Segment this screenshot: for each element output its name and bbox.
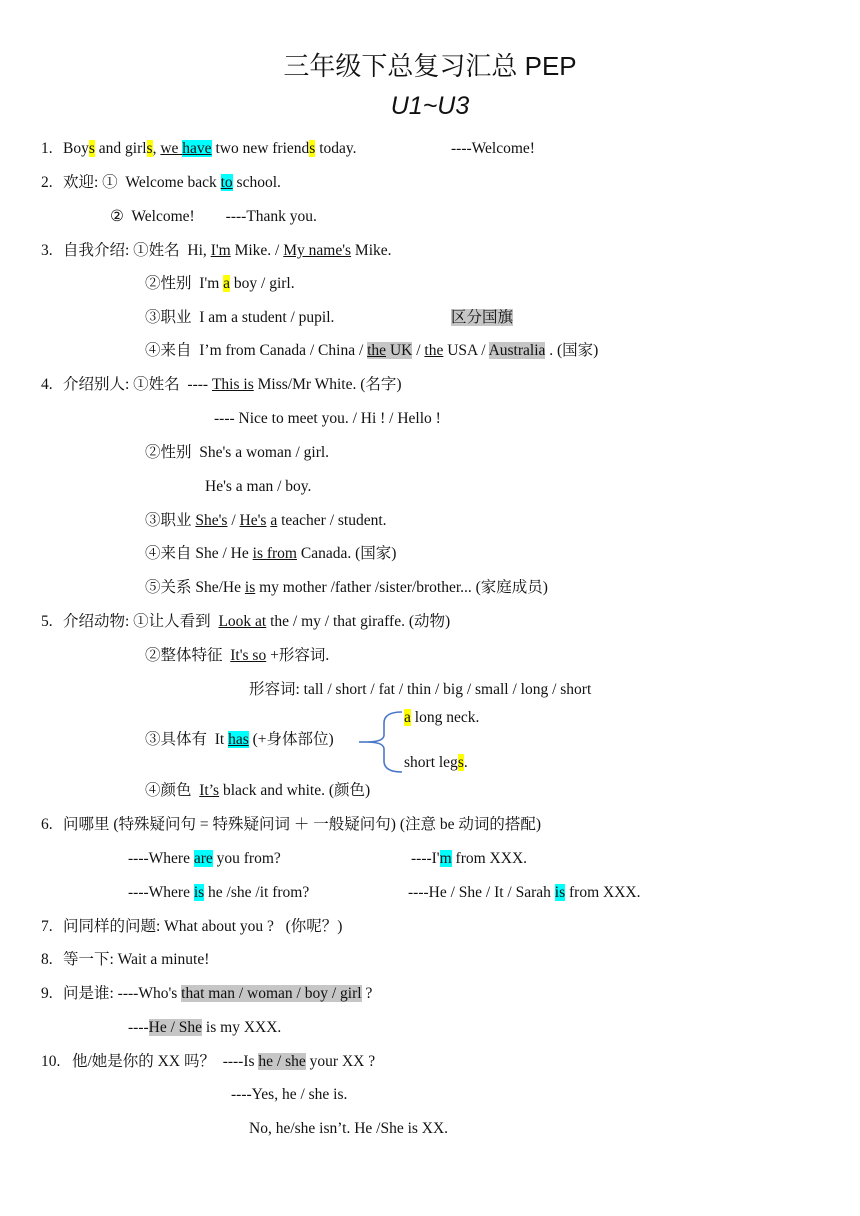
item-1-response: ----Welcome! xyxy=(451,140,535,157)
item-5-neck: a long neck. xyxy=(404,709,480,726)
item-5-color: ④颜色 It’s black and white. (颜色) xyxy=(145,782,371,799)
highlight-gray: 区分国旗 xyxy=(451,309,514,326)
highlight-yellow: s xyxy=(309,140,316,157)
item-5-has: ③具体有 It has (+身体部位) xyxy=(145,731,334,748)
item-1-number: 1. xyxy=(41,140,53,157)
item-5-feature: ②整体特征 It's so +形容词. xyxy=(145,647,330,664)
item-8-text: 等一下: Wait a minute! xyxy=(63,951,210,968)
item-1-text: Boys and girls, we have two new friends today. xyxy=(63,140,357,157)
item-10-question: 他/她是你的 XX 吗？ ----Is he / she your XX ? xyxy=(72,1053,376,1070)
item-3-name: 自我介绍: ①姓名 Hi, I'm Mike. / My name's Mike. xyxy=(63,242,392,259)
item-4-gender: ②性别 She's a woman / girl. xyxy=(145,444,330,461)
page-subtitle: U1~U3 xyxy=(390,92,470,120)
item-4-gender-2: He's a man / boy. xyxy=(205,478,312,495)
item-2-line-2: ② Welcome! ----Thank you. xyxy=(110,208,317,225)
highlight-yellow: a xyxy=(223,275,231,292)
highlight-gray: He / She xyxy=(148,1019,203,1036)
highlight-yellow: a xyxy=(404,709,411,726)
highlight-gray: Australia xyxy=(488,342,546,359)
item-10-number: 10. xyxy=(41,1053,61,1070)
highlight-cyan: has xyxy=(228,731,249,748)
item-5-number: 5. xyxy=(41,613,53,630)
item-6-heading: 问哪里 (特殊疑问句 = 特殊疑问词 ＋ 一般疑问句) (注意 be 动词的搭配) xyxy=(63,816,542,833)
highlight-yellow: s xyxy=(457,754,464,771)
highlight-yellow: s xyxy=(146,140,153,157)
highlight-cyan: is xyxy=(193,884,205,901)
highlight-cyan: to xyxy=(220,174,233,191)
item-6-number: 6. xyxy=(41,816,53,833)
item-4-from: ④来自 She / He is from Canada. (国家) xyxy=(145,545,397,562)
highlight-gray: he / she xyxy=(258,1053,306,1070)
curly-brace-icon xyxy=(356,709,404,775)
item-3-job: ③职业 I am a student / pupil. xyxy=(145,309,335,326)
highlight-gray: the xyxy=(367,342,387,359)
item-4-relation: ⑤关系 She/He is my mother /father /sister/brother... (家庭成员) xyxy=(145,579,548,596)
item-5-look: 介绍动物: ①让人看到 Look at the / my / that giraffe. (动物) xyxy=(63,613,451,630)
item-5-legs: short legs. xyxy=(404,754,468,771)
item-3-number: 3. xyxy=(41,242,53,259)
item-6-q1: ----Where are you from? xyxy=(128,850,281,867)
item-7-text: 问同样的问题: What about you ? (你呢？) xyxy=(63,918,343,935)
item-9-question: 问是谁: ----Who's that man / woman / boy / girl ? xyxy=(63,985,373,1002)
item-8-number: 8. xyxy=(41,951,53,968)
highlight-cyan: are xyxy=(193,850,213,867)
item-10-yes: ----Yes, he / she is. xyxy=(231,1086,348,1103)
item-6-a2: ----He / She / It / Sarah is from XXX. xyxy=(408,884,641,901)
item-10-no: No, he/she isn’t. He /She is XX. xyxy=(249,1120,449,1137)
item-6-q2: ----Where is he /she /it from? xyxy=(128,884,310,901)
item-7-number: 7. xyxy=(41,918,53,935)
highlight-cyan: m xyxy=(439,850,452,867)
item-2-number: 2. xyxy=(41,174,53,191)
highlight-gray: that man / woman / boy / girl xyxy=(181,985,362,1002)
item-6-a1: ----I'm from XXX. xyxy=(411,850,528,867)
item-2-text: 欢迎: ① Welcome back to school. xyxy=(63,174,281,191)
item-4-reply: ---- Nice to meet you. / Hi ! / Hello ! xyxy=(214,410,441,427)
item-4-name: 介绍别人: ①姓名 ---- This is Miss/Mr White. (名字) xyxy=(63,376,402,393)
item-3-from: ④来自 I’m from Canada / China / the UK / the USA / Australia . (国家) xyxy=(145,342,599,359)
highlight-cyan: have xyxy=(182,140,212,157)
highlight-gray: UK xyxy=(386,342,413,359)
item-4-number: 4. xyxy=(41,376,53,393)
item-4-job: ③职业 She's / He's a teacher / student. xyxy=(145,512,387,529)
flag-note xyxy=(451,308,513,328)
page-title: 三年级下总复习汇总 PEP xyxy=(283,51,577,81)
highlight-yellow: s xyxy=(88,140,95,157)
item-9-number: 9. xyxy=(41,985,53,1002)
item-9-answer: ----He / She is my XXX. xyxy=(128,1019,282,1036)
item-3-gender: ②性别 I'm a boy / girl. xyxy=(145,275,295,292)
highlight-cyan: is xyxy=(554,884,566,901)
item-5-adjectives: 形容词: tall / short / fat / thin / big / small / long / short xyxy=(249,681,592,698)
